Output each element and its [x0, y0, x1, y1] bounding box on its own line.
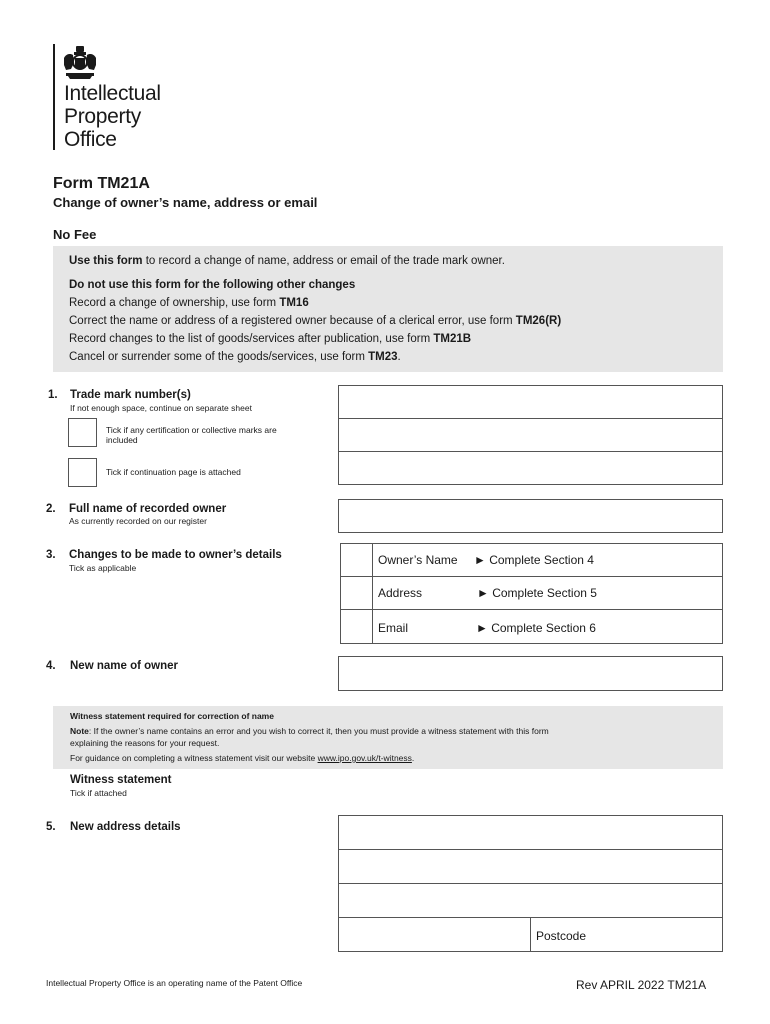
option-action: ► Complete Section 5 [477, 586, 597, 600]
trade-mark-number-field[interactable] [338, 451, 723, 485]
address-tick-box[interactable] [341, 577, 372, 609]
instructions-box [53, 246, 723, 372]
section-title: Full name of recorded owner [69, 503, 227, 515]
instruction-item: Cancel or surrender some of the goods/services, use form TM23. [69, 351, 401, 363]
section-hint: Tick as applicable [69, 563, 137, 573]
intro-bold: Use this form [69, 255, 143, 267]
instructions-intro [69, 255, 505, 267]
form-subtitle: Change of owner’s name, address or email [53, 195, 318, 210]
table-divider [340, 609, 723, 610]
section-title: New name of owner [70, 660, 178, 672]
email-tick-box[interactable] [341, 610, 372, 643]
address-line-field[interactable] [338, 849, 723, 884]
instruction-item: Record a change of ownership, use form TM16 [69, 297, 309, 309]
do-not-use-heading: Do not use this form for the following other changes [69, 279, 356, 291]
witness-guidance-link[interactable]: www.ipo.gov.uk/t-witness [317, 753, 412, 763]
organisation-logo-text [64, 82, 161, 151]
section-number: 5. [46, 821, 56, 833]
witness-heading: Witness statement required for correction of name [70, 711, 274, 721]
intro-rest: to record a change of name, address or email of the trade mark owner. [142, 255, 505, 267]
form-title: Form TM21A [53, 175, 150, 192]
instruction-item: Correct the name or address of a registered owner because of a clerical error, use form TM26(R) [69, 315, 562, 327]
address-line-field[interactable] [338, 815, 723, 850]
checkbox-label: Tick if any certification or collective marks are included [106, 425, 277, 445]
option-label: Owner’s Name [378, 553, 458, 567]
continuation-checkbox[interactable] [68, 458, 97, 487]
section-title: New address details [70, 821, 181, 833]
logo-line: Property [64, 105, 141, 128]
section-hint: As currently recorded on our register [69, 516, 207, 526]
logo-line: Office [64, 128, 117, 151]
footer-revision: Rev APRIL 2022 TM21A [576, 978, 707, 992]
footer-note: Intellectual Property Office is an operating name of the Patent Office [46, 978, 303, 988]
witness-statement-title: Witness statement [70, 774, 172, 786]
section-hint: If not enough space, continue on separate sheet [70, 403, 252, 413]
section-title: Trade mark number(s) [70, 389, 191, 401]
table-divider [340, 576, 723, 577]
trade-mark-number-field[interactable] [338, 418, 723, 452]
logo-divider [53, 44, 55, 150]
postcode-label: Postcode [536, 929, 587, 943]
owner-name-field[interactable] [338, 499, 723, 533]
address-line-field[interactable] [338, 917, 531, 952]
witness-note: Note: If the owner’s name contains an error and you wish to correct it, then you must provide a witness statement with this form [70, 726, 549, 736]
address-line-field[interactable] [338, 883, 723, 918]
section-number: 4. [46, 660, 56, 672]
section-number: 1. [48, 389, 58, 401]
trade-mark-number-field[interactable] [338, 385, 723, 419]
instruction-item: Record changes to the list of goods/services after publication, use form TM21B [69, 333, 472, 345]
witness-guidance: For guidance on completing a witness statement visit our website www.ipo.gov.uk/t-witness. [70, 753, 415, 763]
owner-name-tick-box[interactable] [341, 544, 372, 576]
option-label: Address [378, 586, 423, 600]
logo-line: Intellectual [64, 82, 161, 105]
option-label: Email [378, 621, 409, 635]
section-title: Changes to be made to owner’s details [69, 549, 282, 561]
table-divider [372, 543, 373, 644]
certification-checkbox[interactable] [68, 418, 97, 447]
witness-statement-hint: Tick if attached [70, 788, 127, 798]
option-action: ► Complete Section 6 [476, 621, 596, 635]
witness-note-line2: explaining the reasons for your request. [70, 738, 220, 748]
section-number: 3. [46, 549, 56, 561]
checkbox-label: Tick if continuation page is attached [106, 467, 241, 477]
new-owner-name-field[interactable] [338, 656, 723, 691]
witness-notice-box [53, 706, 723, 769]
option-action: ► Complete Section 4 [474, 553, 594, 567]
section-number: 2. [46, 503, 56, 515]
royal-crest-icon [60, 44, 100, 80]
fee-label: No Fee [53, 227, 97, 242]
